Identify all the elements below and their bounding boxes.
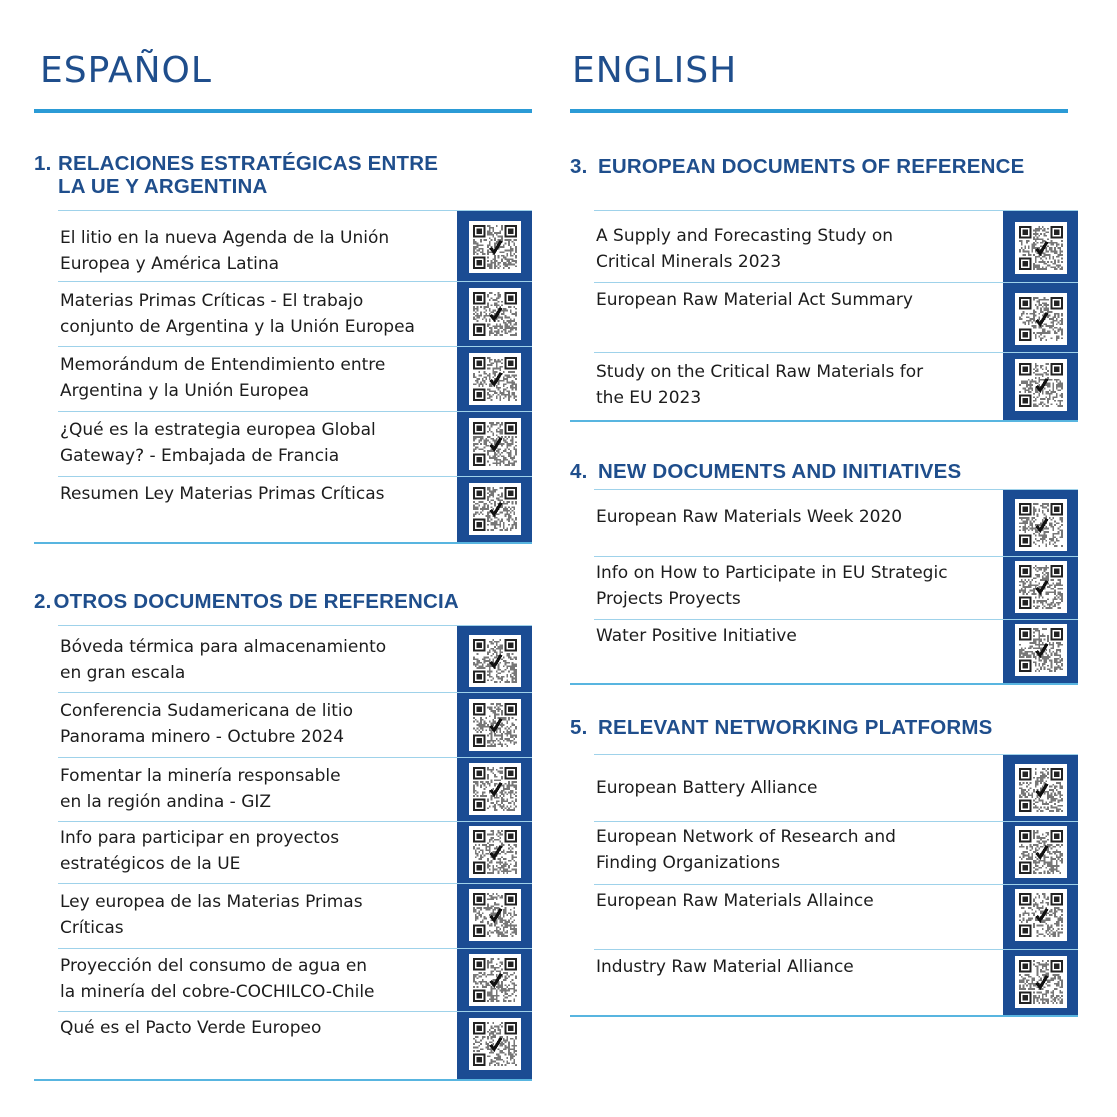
section-title-line: OTROS DOCUMENTOS DE REFERENCIA	[53, 590, 459, 613]
qr-code-icon[interactable]	[469, 889, 521, 941]
item-line: Ley europea de las Materias Primas	[60, 892, 363, 912]
item-line: en la región andina - GIZ	[60, 792, 272, 812]
document-list	[34, 210, 532, 544]
qr-pattern	[473, 830, 517, 874]
title-rule	[34, 109, 532, 113]
item-line: El litio en la nueva Agenda de la Unión	[60, 228, 390, 248]
item-line: Industry Raw Material Alliance	[596, 957, 854, 977]
item-line: European Raw Materials Week 2020	[596, 507, 903, 527]
qr-pattern	[473, 703, 517, 747]
qr-code-icon[interactable]	[1015, 561, 1067, 613]
qr-center-logo	[491, 373, 502, 384]
qr-pattern	[1019, 768, 1063, 812]
item-line: Water Positive Initiative	[596, 626, 797, 646]
item-line: Study on the Critical Raw Materials for	[596, 362, 924, 382]
item-line: A Supply and Forecasting Study on	[596, 226, 894, 246]
qr-center-logo	[1037, 581, 1048, 592]
qr-pattern	[1019, 960, 1063, 1004]
item-line: Bóveda térmica para almacenamiento	[60, 637, 387, 657]
list-item[interactable]	[58, 821, 532, 883]
qr-pattern	[1019, 628, 1063, 672]
item-line: Críticas	[60, 918, 124, 938]
qr-code-icon[interactable]	[469, 763, 521, 815]
qr-code-icon[interactable]	[469, 826, 521, 878]
list-item[interactable]	[594, 556, 1078, 619]
document-list	[570, 210, 1078, 422]
list-item[interactable]	[58, 411, 532, 476]
item-line: European Battery Alliance	[596, 778, 818, 798]
qr-code-icon[interactable]	[469, 288, 521, 340]
qr-pattern	[1019, 830, 1063, 874]
list-item[interactable]	[58, 757, 532, 821]
qr-code-icon[interactable]	[1015, 764, 1067, 816]
qr-pattern	[473, 639, 517, 683]
list-item[interactable]	[58, 625, 532, 692]
list-item[interactable]	[58, 346, 532, 411]
document-list	[570, 489, 1078, 685]
item-line: Gateway? - Embajada de Francia	[60, 446, 340, 466]
item-line: ¿Qué es la estrategia europea Global	[60, 420, 376, 440]
section-title-line: NEW DOCUMENTS AND INITIATIVES	[598, 460, 962, 483]
section-number: 5.	[570, 716, 588, 739]
qr-pattern	[473, 767, 517, 811]
qr-pattern	[1019, 226, 1063, 270]
qr-pattern	[473, 422, 517, 466]
list-item[interactable]	[594, 821, 1078, 884]
qr-code-icon[interactable]	[1015, 222, 1067, 274]
qr-code-icon[interactable]	[469, 221, 521, 273]
section-number: 3.	[570, 155, 588, 178]
section-title-line: LA UE Y ARGENTINA	[58, 175, 268, 198]
item-line: la minería del cobre-COCHILCO-Chile	[60, 982, 375, 1002]
section-number: 4.	[570, 460, 588, 483]
qr-code-icon[interactable]	[1015, 293, 1067, 345]
qr-pattern	[1019, 893, 1063, 937]
qr-pattern	[1019, 363, 1063, 407]
list-item[interactable]	[58, 692, 532, 757]
item-line: Proyección del consumo de agua en	[60, 956, 368, 976]
item-line: Europea y América Latina	[60, 254, 280, 274]
qr-code-icon[interactable]	[469, 1018, 521, 1070]
item-line: Memorándum de Entendimiento entre	[60, 355, 386, 375]
section-title	[570, 460, 961, 483]
language-title: ENGLISH	[572, 50, 738, 91]
list-item[interactable]	[58, 476, 532, 542]
item-line: Critical Minerals 2023	[596, 252, 782, 272]
list-divider	[570, 1015, 1078, 1017]
list-item[interactable]	[594, 949, 1078, 1017]
item-line: Panorama minero - Octubre 2024	[60, 727, 345, 747]
qr-code-icon[interactable]	[469, 418, 521, 470]
list-item[interactable]	[594, 352, 1078, 422]
section-title	[34, 152, 438, 198]
qr-code-icon[interactable]	[469, 954, 521, 1006]
qr-pattern	[473, 357, 517, 401]
section-title-line: RELACIONES ESTRATÉGICAS ENTRE	[58, 152, 439, 175]
qr-pattern	[473, 958, 517, 1002]
document-list	[570, 754, 1078, 1017]
qr-pattern	[473, 1022, 517, 1066]
item-line: Info on How to Participate in EU Strategic	[596, 563, 948, 583]
item-line: Projects Proyects	[596, 589, 741, 609]
qr-code-icon[interactable]	[1015, 359, 1067, 411]
section-title	[34, 590, 459, 613]
qr-pattern	[1019, 565, 1063, 609]
list-item[interactable]	[594, 282, 1078, 352]
qr-pattern	[473, 893, 517, 937]
language-title: ESPAÑOL	[40, 50, 212, 91]
qr-pattern	[1019, 297, 1063, 341]
item-line: Conferencia Sudamericana de litio	[60, 701, 353, 721]
item-line: Argentina y la Unión Europea	[60, 381, 310, 401]
qr-code-icon[interactable]	[1015, 956, 1067, 1008]
section-title	[570, 716, 993, 739]
item-line: Qué es el Pacto Verde Europeo	[60, 1018, 322, 1038]
section-number: 1.	[34, 152, 52, 175]
list-divider	[570, 683, 1078, 685]
qr-pattern	[473, 292, 517, 336]
item-line: the EU 2023	[596, 388, 702, 408]
qr-pattern	[473, 225, 517, 269]
list-item[interactable]	[594, 210, 1078, 282]
qr-code-icon[interactable]	[1015, 826, 1067, 878]
list-item[interactable]	[594, 754, 1078, 821]
item-line: estratégicos de la UE	[60, 854, 241, 874]
qr-code-icon[interactable]	[469, 635, 521, 687]
list-item[interactable]	[594, 884, 1078, 949]
list-divider	[570, 420, 1078, 422]
item-line: Resumen Ley Materias Primas Críticas	[60, 484, 385, 504]
section-title-line: RELEVANT NETWORKING PLATFORMS	[598, 716, 993, 739]
section-title-line: EUROPEAN DOCUMENTS OF REFERENCE	[598, 155, 1025, 178]
title-rule	[570, 109, 1068, 113]
qr-center-logo	[1037, 313, 1048, 324]
list-divider	[34, 542, 532, 544]
qr-pattern	[473, 487, 517, 531]
list-item[interactable]	[594, 489, 1078, 556]
list-item[interactable]	[594, 619, 1078, 685]
item-line: conjunto de Argentina y la Unión Europea	[60, 317, 415, 337]
qr-code-icon[interactable]	[1015, 889, 1067, 941]
item-line: European Raw Materials Allaince	[596, 891, 874, 911]
qr-code-icon[interactable]	[469, 483, 521, 535]
item-line: European Network of Research and	[596, 827, 896, 847]
qr-code-icon[interactable]	[469, 353, 521, 405]
section-title	[570, 155, 1024, 178]
list-divider	[34, 1079, 532, 1081]
document-list	[34, 625, 532, 1081]
section-number: 2.	[34, 590, 52, 613]
qr-pattern	[1019, 503, 1063, 547]
qr-code-icon[interactable]	[1015, 499, 1067, 551]
list-item[interactable]	[58, 210, 532, 281]
qr-code-icon[interactable]	[469, 699, 521, 751]
list-item[interactable]	[58, 883, 532, 948]
item-line: European Raw Material Act Summary	[596, 290, 913, 310]
qr-code-icon[interactable]	[1015, 624, 1067, 676]
item-line: Materias Primas Críticas - El trabajo	[60, 291, 364, 311]
item-line: Fomentar la minería responsable	[60, 766, 341, 786]
item-line: en gran escala	[60, 663, 186, 683]
list-item[interactable]	[58, 948, 532, 1011]
item-line: Info para participar en proyectos	[60, 828, 340, 848]
list-item[interactable]	[58, 1011, 532, 1079]
item-line: Finding Organizations	[596, 853, 781, 873]
list-item[interactable]	[58, 281, 532, 346]
